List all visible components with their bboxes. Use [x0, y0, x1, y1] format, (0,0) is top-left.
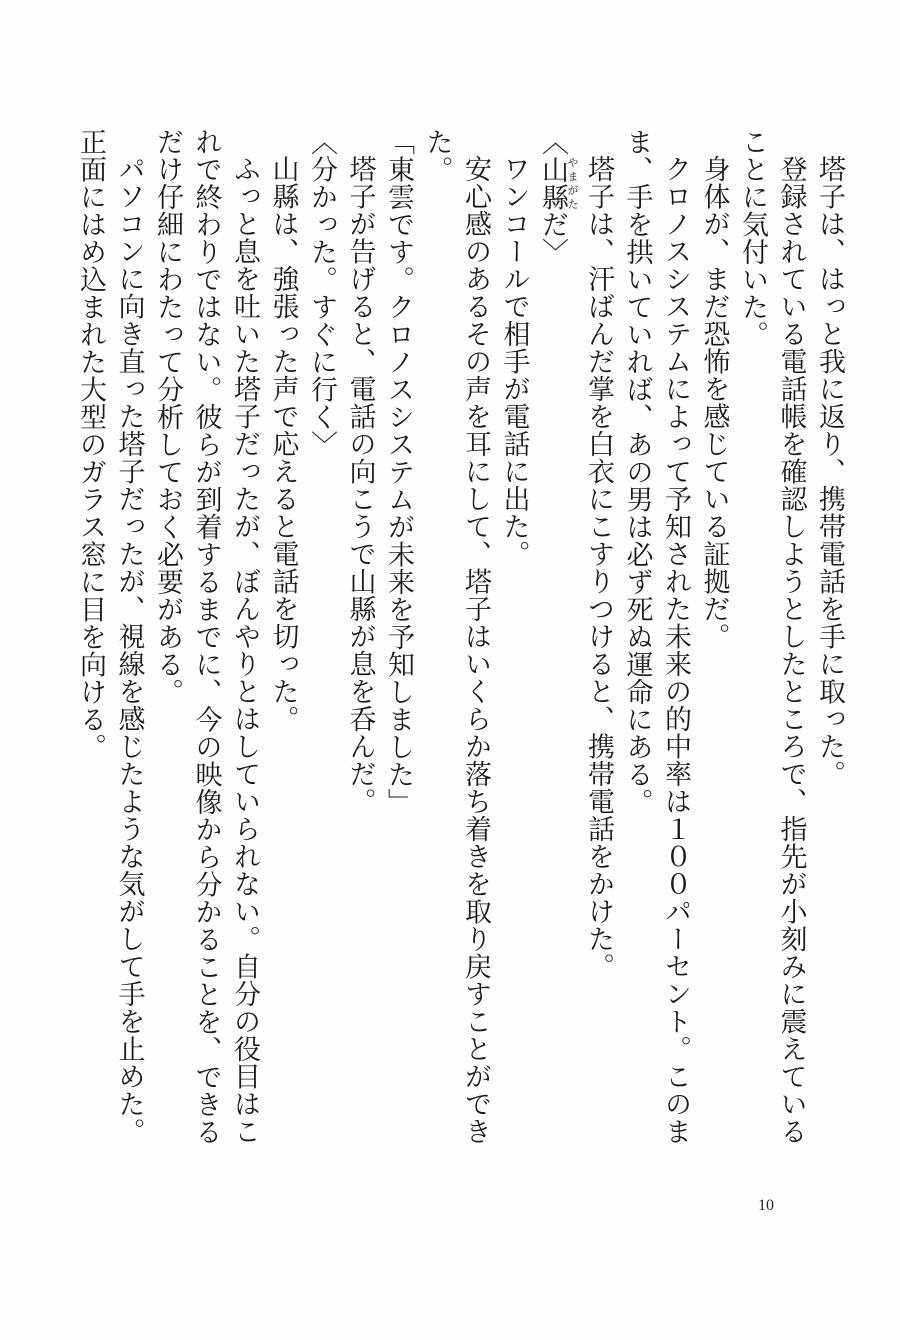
paragraph: 塔子は、汗ばんだ掌を白衣にこすりつけると、携帯電話をかけた。 — [583, 155, 614, 980]
paragraph: 塔子が告げると、電話の向こうで山縣が息を呑んだ。 — [344, 155, 376, 815]
paragraph-with-ruby — [533, 128, 579, 1158]
bracket-close: だ〉 — [537, 210, 568, 266]
page-number: 10 — [758, 1197, 774, 1214]
vertical-text-body — [71, 128, 849, 1158]
paragraph: ふっと息を吐いた塔子だったが、ぼんやりとはしていられない。自分の役目はこれで終わりではない。彼らが到着するまでに、今の映像から分かることを、できるだけ仔細にわたって分析しておく必要がある。 — [152, 128, 260, 1146]
paragraph: ワンコールで相手が電話に出た。 — [498, 155, 530, 568]
paragraph: 塔子は、はっと我に返り、携帯電話を手に取った。 — [814, 155, 845, 788]
paragraph: 山縣は、強張った声で応えると電話を切った。 — [267, 155, 299, 733]
paragraph: クロノスシステムによって予知された未来の的中率は１００パーセント。このまま、手を拱いていれば、あの男は必ず死ぬ運命にある。 — [621, 128, 691, 1145]
paragraph: 安心感のあるその声を耳にして、塔子はいくらか落ち着きを取り戻すことができた。 — [421, 128, 491, 1145]
bracket-open: 〈 — [537, 128, 568, 156]
dialogue-line: 〈分かった。すぐに行く〉 — [306, 128, 337, 458]
ruby-reading: やまがた — [566, 155, 579, 211]
ruby-name — [537, 155, 579, 211]
paragraph: 登録されている電話帳を確認しようとしたところで、指先が小刻みに震えていることに気付いた。 — [737, 128, 807, 1145]
paragraph: パソコンに向き直った塔子だったが、視線を感じたような気がして手を止めた。正面にはめ込まれた大型のガラス窓に目を向ける。 — [75, 128, 145, 1145]
dialogue-line: 「東雲です。クロノスシステムが未来を予知しました」 — [383, 128, 414, 816]
ruby-base: 山縣 — [537, 155, 568, 211]
paragraph: 身体が、まだ恐怖を感じている証拠だ。 — [698, 155, 730, 650]
